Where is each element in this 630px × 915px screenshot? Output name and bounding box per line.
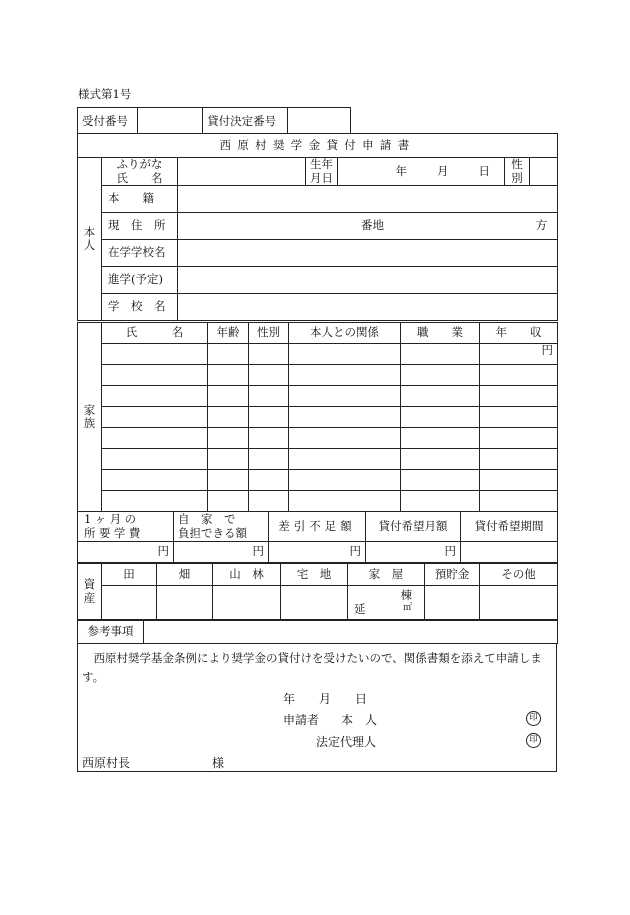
family-col-relation: 本人との関係 (289, 323, 401, 344)
monthly-cost-label: 1ヶ月の 所要学費 (78, 512, 174, 542)
family-cell[interactable] (401, 407, 480, 428)
form-title: 西原村奨学金貸付申請書 (78, 134, 558, 158)
family-cell[interactable] (289, 449, 401, 470)
applicant-sign-label: 申請者 (283, 713, 320, 727)
family-cell[interactable] (102, 449, 208, 470)
family-cell[interactable] (289, 344, 401, 365)
family-cell[interactable] (480, 386, 558, 407)
family-side-label: 家 族 (78, 323, 102, 512)
asset-savings-value[interactable] (425, 586, 480, 620)
family-cell[interactable] (289, 428, 401, 449)
family-cell[interactable] (401, 386, 480, 407)
asset-residential-value[interactable] (281, 586, 348, 620)
asset-other-value[interactable] (480, 586, 558, 620)
school-name-field[interactable] (178, 294, 558, 321)
sex-field[interactable] (530, 158, 558, 186)
asset-house-value[interactable]: 棟 延 ㎡ (348, 586, 425, 620)
asset-col-savings: 預貯金 (425, 564, 480, 586)
current-school-label: 在学学校名 (102, 240, 178, 267)
family-cell[interactable] (208, 344, 249, 365)
legal-rep-label: 法定代理人 (316, 735, 377, 749)
family-burden-label: 自 家 で 負担できる額 (174, 512, 269, 542)
shortfall-label: 差引不足額 (269, 512, 366, 542)
family-cell[interactable] (249, 449, 289, 470)
decision-no-label: 貸付決定番号 (203, 108, 288, 133)
family-cell[interactable] (401, 449, 480, 470)
remarks-field[interactable] (144, 621, 558, 644)
address-label: 現 住 所 (102, 213, 178, 240)
receipt-no-field[interactable] (138, 108, 204, 133)
family-cell[interactable] (102, 365, 208, 386)
remarks-label: 参考事項 (78, 621, 144, 644)
family-cell[interactable] (289, 386, 401, 407)
address-field[interactable]: 番地 方 (178, 213, 558, 240)
assets-table (77, 563, 558, 620)
family-cell[interactable] (249, 428, 289, 449)
family-cell[interactable] (208, 428, 249, 449)
seal-icon: 印 (526, 731, 541, 748)
family-cell[interactable] (289, 470, 401, 491)
loan-period-label: 貸付希望期間 (461, 512, 558, 542)
decision-no-field[interactable] (288, 108, 350, 133)
family-col-sex: 性別 (249, 323, 289, 344)
family-cell[interactable] (102, 407, 208, 428)
family-cell[interactable] (102, 428, 208, 449)
family-cell[interactable] (480, 365, 558, 386)
family-cell[interactable] (289, 407, 401, 428)
assets-side-label: 資 産 (78, 564, 102, 620)
family-cell[interactable] (102, 386, 208, 407)
table-row (78, 365, 558, 386)
shortfall-field[interactable]: 円 (269, 542, 366, 563)
honseki-field[interactable] (178, 186, 558, 213)
asset-col-residential-land: 宅 地 (281, 564, 348, 586)
name-label: ふりがな 氏 名 (102, 158, 178, 186)
family-cell[interactable] (480, 470, 558, 491)
asset-rice-field-value[interactable] (102, 586, 157, 620)
sex-label: 性 別 (505, 158, 530, 186)
family-cell[interactable] (289, 491, 401, 512)
cost-table (77, 511, 558, 563)
applicant-table (77, 133, 558, 321)
family-cell[interactable] (102, 470, 208, 491)
asset-col-rice-field: 田 (102, 564, 157, 586)
signature-date: 年 月 日 (283, 692, 368, 706)
monthly-cost-field[interactable]: 円 (78, 542, 174, 563)
advance-label: 進学(予定) (102, 267, 178, 294)
family-cell[interactable] (401, 344, 480, 365)
family-cell[interactable] (249, 470, 289, 491)
self-sign-label: 本 人 (341, 713, 378, 727)
family-col-name: 氏 名 (102, 323, 208, 344)
birth-field[interactable]: 年 月 日 (338, 158, 505, 186)
asset-col-forest: 山 林 (213, 564, 281, 586)
declaration-block (77, 643, 557, 772)
family-cell[interactable] (249, 344, 289, 365)
name-field[interactable] (178, 158, 306, 186)
declaration-text: 西原村奨学基金条例により奨学金の貸付けを受けたいので、関係書類を添えて申請します。 (82, 651, 542, 684)
loan-period-field[interactable] (461, 542, 558, 563)
family-cell[interactable] (289, 365, 401, 386)
loan-monthly-field[interactable]: 円 (366, 542, 461, 563)
family-header-row (78, 323, 558, 344)
family-cell[interactable] (102, 344, 208, 365)
table-row (78, 449, 558, 470)
family-cell[interactable] (401, 491, 480, 512)
asset-farm-field-value[interactable] (157, 586, 213, 620)
family-col-income: 年 収 (480, 323, 558, 344)
loan-monthly-label: 貸付希望月額 (366, 512, 461, 542)
receipt-no-label: 受付番号 (78, 108, 138, 133)
table-row (78, 491, 558, 512)
family-cell[interactable] (102, 491, 208, 512)
family-cell[interactable] (401, 365, 480, 386)
asset-col-other: その他 (480, 564, 558, 586)
remarks-table (77, 620, 558, 644)
family-cell[interactable] (480, 428, 558, 449)
family-cell[interactable] (249, 491, 289, 512)
mayor-addressee: 西原村長 (82, 756, 131, 770)
table-row (78, 407, 558, 428)
table-row (78, 470, 558, 491)
seal-icon: 印 (526, 709, 541, 726)
asset-col-house: 家 屋 (348, 564, 425, 586)
family-burden-field[interactable]: 円 (174, 542, 269, 563)
family-cell[interactable] (480, 491, 558, 512)
table-row (78, 386, 558, 407)
advance-field[interactable] (178, 267, 558, 294)
asset-col-farm-field: 畑 (157, 564, 213, 586)
family-cell[interactable] (208, 470, 249, 491)
family-cell[interactable] (208, 449, 249, 470)
income-yen[interactable]: 円 (480, 344, 558, 365)
current-school-field[interactable] (178, 240, 558, 267)
family-cell[interactable] (208, 365, 249, 386)
family-cell[interactable] (480, 449, 558, 470)
family-cell[interactable] (208, 386, 249, 407)
family-cell[interactable] (249, 386, 289, 407)
family-cell[interactable] (208, 491, 249, 512)
applicant-side-label: 本 人 (78, 158, 102, 321)
sama-label: 様 (212, 756, 225, 770)
family-cell[interactable] (249, 407, 289, 428)
asset-forest-value[interactable] (213, 586, 281, 620)
form-number: 様式第1号 (78, 87, 132, 101)
family-col-age: 年齢 (208, 323, 249, 344)
family-cell[interactable] (401, 428, 480, 449)
family-cell[interactable] (401, 470, 480, 491)
family-cell[interactable] (249, 365, 289, 386)
table-row (78, 428, 558, 449)
honseki-label: 本 籍 (102, 186, 178, 213)
family-table (77, 322, 558, 512)
birth-label: 生年 月日 (306, 158, 338, 186)
family-cell[interactable] (208, 407, 249, 428)
family-col-occupation: 職 業 (401, 323, 480, 344)
table-row (78, 344, 558, 365)
family-cell[interactable] (480, 407, 558, 428)
receipt-header (77, 107, 351, 133)
school-name-label: 学 校 名 (102, 294, 178, 321)
